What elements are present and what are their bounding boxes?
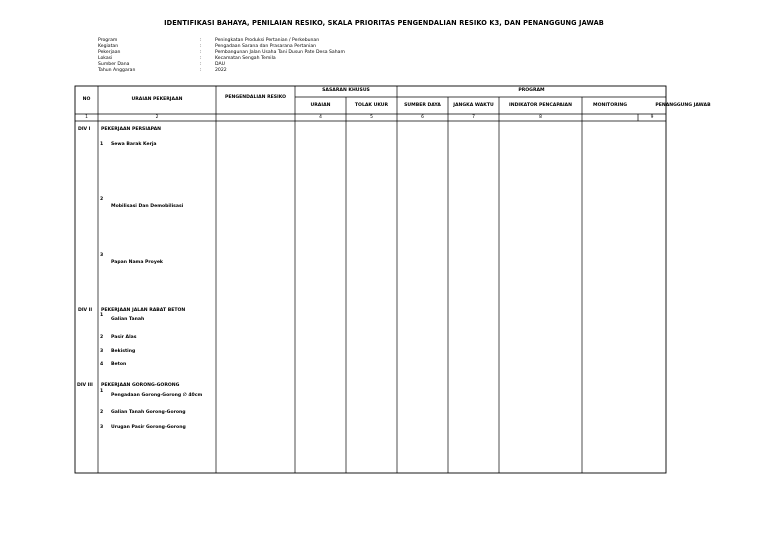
division-title: PEKERJAAN GORONG-GORONG xyxy=(101,383,180,388)
item-label: Beton xyxy=(111,362,127,367)
column-number: 7 xyxy=(472,115,475,120)
header-tolak-ukur: TOLAK UKUR xyxy=(354,103,389,108)
item-label: Bekisting xyxy=(111,349,136,354)
item-label: Mobilisasi Dan Demobilisasi xyxy=(111,204,184,209)
item-label: Galian Tanah xyxy=(111,317,145,322)
item-label: Sewa Barak Kerja xyxy=(111,142,157,147)
header-no: NO xyxy=(82,97,91,102)
meta-kegiatan: Kegiatan : Pengadaan Sarana dan Prasarana Pertanian xyxy=(98,43,317,49)
item-number: 3 xyxy=(100,349,104,354)
column-number: 8 xyxy=(539,115,542,120)
division-code: DIV I xyxy=(78,127,91,132)
division-code: DIV III xyxy=(77,383,93,388)
item-label: Galian Tanah Gorong-Gorong xyxy=(111,410,186,415)
item-number: 4 xyxy=(100,362,104,367)
item-label: Pasir Alas xyxy=(111,335,137,340)
meta-pekerjaan: Pekerjaan : Pembangunan Jalan Usaha Tani Dusun Pate Desa Saham xyxy=(98,49,345,55)
meta-lokasi: Lokasi : Kecamatan Sengah Temila xyxy=(98,55,276,61)
division-title: PEKERJAAN PERSIAPAN xyxy=(101,127,161,132)
header-indikator-pencapaian: INDIKATOR PENCAPAIAN xyxy=(509,103,572,108)
item-number: 2 xyxy=(100,410,104,415)
meta-tahun-anggaran: Tahun Anggaran : 2022 xyxy=(98,67,227,73)
item-number: 2 xyxy=(100,335,104,340)
item-number: 3 xyxy=(100,425,104,430)
column-number: 4 xyxy=(319,115,322,120)
column-number: 5 xyxy=(370,115,373,120)
division-code: DIV II xyxy=(78,308,93,313)
division-title: PEKERJAAN JALAN RABAT BETON xyxy=(101,308,186,313)
header-monitoring: MONITORING xyxy=(593,103,627,108)
header-sumber-daya: SUMBER DAYA xyxy=(404,103,441,108)
item-label: Papan Nama Proyek xyxy=(111,260,163,265)
header-sasaran-khusus: SASARAN KHUSUS xyxy=(322,88,370,93)
item-number: 1 xyxy=(100,313,104,318)
header-uraian: URAIAN xyxy=(310,103,331,108)
item-number: 3 xyxy=(100,253,104,258)
item-number: 1 xyxy=(100,389,104,394)
page-title: IDENTIFIKASI BAHAYA, PENILAIAN RESIKO, SKALA PRIORITAS PENGENDALIAN RESIKO K3, DAN PENANGGUNG JAWAB xyxy=(164,19,604,27)
column-number: 9 xyxy=(650,115,654,120)
header-penanggung-jawab: PENANGGUNG JAWAB xyxy=(655,103,711,108)
meta-sumber-dana: Sumber Dana : DAU xyxy=(98,61,225,67)
header-pengendalian-resiko: PENGENDALIAN RESIKO xyxy=(224,95,287,100)
header-program: PROGRAM xyxy=(518,88,545,93)
column-number: 1 xyxy=(85,115,88,120)
header-uraian-pekerjaan: URAIAN PEKERJAAN xyxy=(131,97,183,102)
column-number: 2 xyxy=(155,115,159,120)
column-number: 6 xyxy=(421,115,424,120)
item-number: 1 xyxy=(100,142,104,147)
item-label: Pengadaan Gorong-Gorong ∅ 40cm xyxy=(111,393,203,398)
item-number: 2 xyxy=(100,197,104,202)
item-label: Urugan Pasir Gorong-Gorong xyxy=(111,425,186,430)
meta-program: Program : Peningkatan Produksi Pertanian / Perkebunan xyxy=(98,38,320,43)
header-jangka-waktu: JANGKA WAKTU xyxy=(453,103,494,108)
